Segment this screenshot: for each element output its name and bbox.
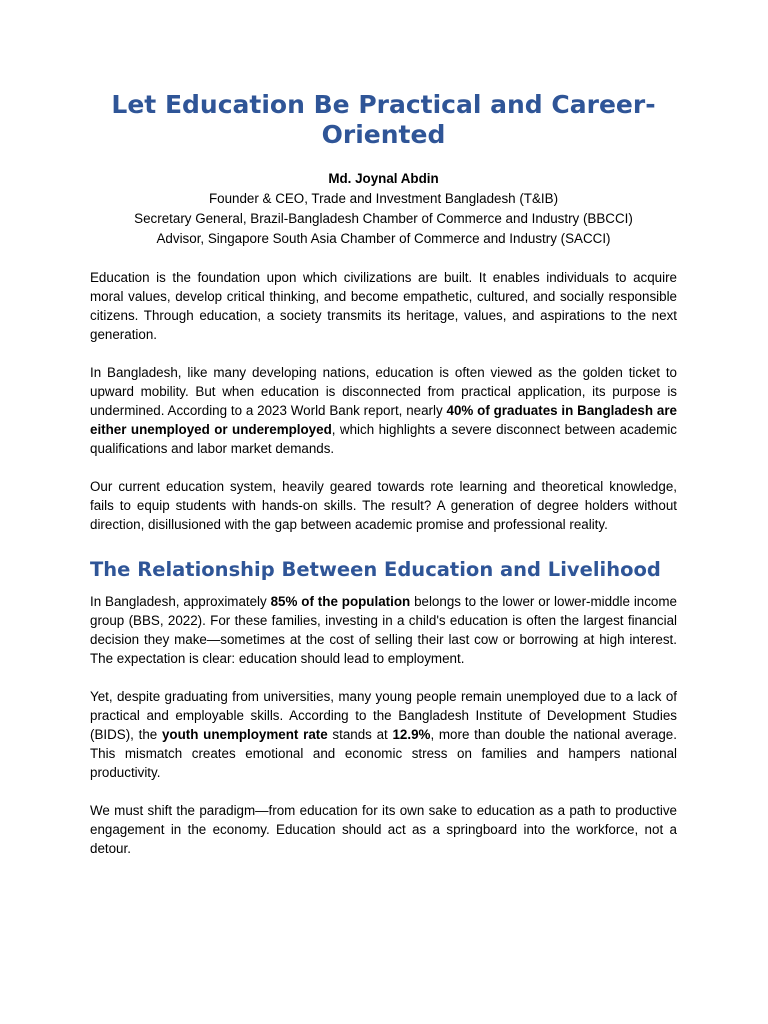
section-paragraph — [90, 592, 677, 668]
section-paragraph — [90, 687, 677, 782]
author-name: Md. Joynal Abdin — [328, 171, 439, 186]
intro-paragraph — [90, 363, 677, 458]
paragraph-text: , which highlights a severe disconnect between academic qualifications and labor market demands. — [90, 422, 677, 456]
highlight-statistic: 40% of graduates in Bangladesh are either unemployed or underemployed — [90, 403, 677, 437]
author-role: Secretary General, Brazil-Bangladesh Chamber of Commerce and Industry (BBCCI) — [134, 211, 633, 226]
intro-paragraph: Our current education system, heavily geared towards rote learning and theoretical knowledge, fails to equip students with hands-on skills. The result? A generation of degree holders without direction, disillusioned with the gap between academic promise and professional reality. — [90, 479, 677, 532]
document-title: Let Education Be Practical and Career-Oriented — [111, 90, 656, 149]
highlight-term: youth unemployment rate — [161, 727, 328, 742]
highlight-statistic: 85% of the population — [270, 594, 411, 609]
document-page — [90, 90, 677, 858]
paragraph-text: , more than double the national average. This mismatch creates emotional and economic stress on families and hampers national productivity. — [90, 727, 677, 780]
paragraph-text: In Bangladesh, approximately — [90, 594, 271, 609]
section-heading: The Relationship Between Education and Livelihood — [90, 558, 661, 581]
author-block — [90, 169, 677, 249]
paragraph-text: Yet, despite graduating from universities, many young people remain unemployed due to a lack of practical and employable skills. According to the Bangladesh Institute of Development Studies (BIDS), the — [90, 689, 677, 742]
highlight-statistic: 12.9% — [392, 727, 431, 742]
paragraph-text: stands at — [327, 727, 393, 742]
intro-paragraph: Education is the foundation upon which civilizations are built. It enables individuals to acquire moral values, develop critical thinking, and become empathetic, cultured, and socially responsible citizens. Through education, a society transmits its heritage, values, and aspirations to the next generation. — [90, 270, 677, 342]
paragraph-text: belongs to the lower or lower-middle income group (BBS, 2022). For these families, investing in a child's education is often the largest financial decision they make—sometimes at the cost of selling their last cow or borrowing at high interest. The expectation is clear: education should lead to employment. — [90, 594, 677, 666]
section-paragraph: We must shift the paradigm—from education for its own sake to education as a path to productive engagement in the economy. Education should act as a springboard into the workforce, not a detour. — [90, 803, 677, 856]
author-role: Founder & CEO, Trade and Investment Bangladesh (T&IB) — [208, 191, 559, 206]
paragraph-text: In Bangladesh, like many developing nations, education is often viewed as the golden ticket to upward mobility. But when education is disconnected from practical application, its purpose is undermined. According to a 2023 World Bank report, nearly — [90, 365, 677, 418]
author-role: Advisor, Singapore South Asia Chamber of Commerce and Industry (SACCI) — [156, 231, 611, 246]
